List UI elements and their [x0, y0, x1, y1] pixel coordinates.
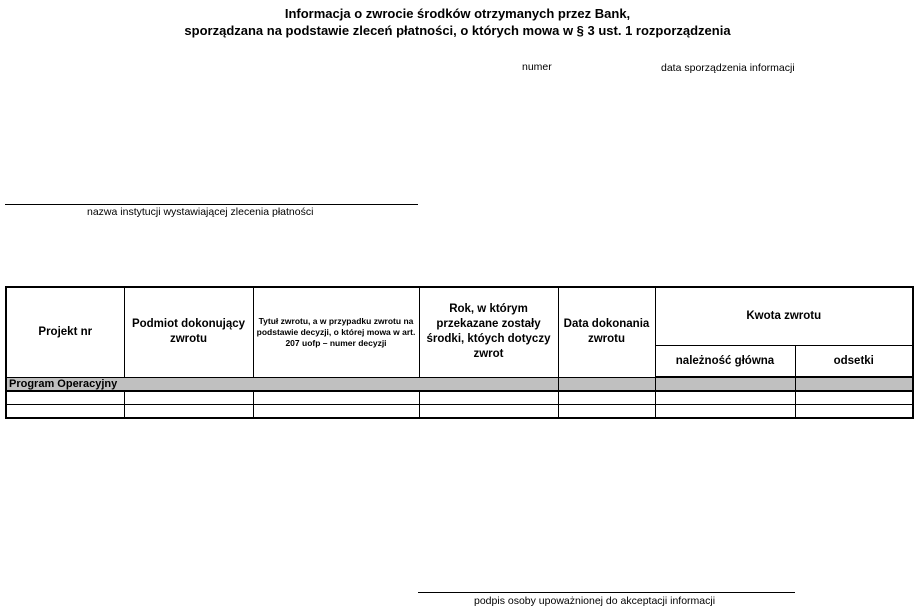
header-podmiot: Podmiot dokonujący zwrotu	[124, 287, 253, 377]
header-naleznosc-glowna: należność główna	[655, 346, 795, 378]
header-tytul-zwrotu: Tytuł zwrotu, a w przypadku zwrotu na podstawie decyzji, o której mowa w art. 207 uofp – numer decyzji	[253, 287, 419, 377]
table-cell[interactable]	[6, 405, 124, 419]
section-cell	[558, 377, 655, 391]
header-rok: Rok, w którym przekazane zostały środki, któych dotyczy zwrot	[419, 287, 558, 377]
section-cell	[655, 377, 795, 391]
section-cell	[795, 377, 913, 391]
section-row-program	[6, 377, 913, 391]
table-cell[interactable]	[124, 405, 253, 419]
table-cell[interactable]	[655, 391, 795, 405]
table-row	[6, 391, 913, 405]
table-row	[6, 405, 913, 419]
table-cell[interactable]	[253, 391, 419, 405]
institution-name-line	[5, 204, 418, 205]
table-cell[interactable]	[253, 405, 419, 419]
data-sporzadzenia-label: data sporządzenia informacji	[661, 62, 795, 74]
table-cell[interactable]	[795, 391, 913, 405]
refund-table	[5, 286, 914, 419]
table-cell[interactable]	[558, 391, 655, 405]
section-label: Program Operacyjny	[6, 377, 558, 391]
numer-label: numer	[522, 61, 552, 73]
header-data-dokonania: Data dokonania zwrotu	[558, 287, 655, 377]
header-projekt-nr: Projekt nr	[6, 287, 124, 377]
table-cell[interactable]	[419, 405, 558, 419]
title-line-2: sporządzana na podstawie zleceń płatności, o których mowa w § 3 ust. 1 rozporządzenia	[184, 23, 731, 38]
table-cell[interactable]	[795, 405, 913, 419]
header-odsetki: odsetki	[795, 346, 913, 378]
document-title	[0, 5, 915, 39]
signature-label: podpis osoby upoważnionej do akceptacji informacji	[474, 595, 716, 607]
table-cell[interactable]	[124, 391, 253, 405]
institution-name-label: nazwa instytucji wystawiającej zlecenia płatności	[87, 206, 314, 218]
table-cell[interactable]	[6, 391, 124, 405]
signature-line	[418, 592, 795, 593]
table-cell[interactable]	[655, 405, 795, 419]
table-cell[interactable]	[419, 391, 558, 405]
title-line-1: Informacja o zwrocie środków otrzymanych przez Bank,	[284, 6, 631, 21]
table-cell[interactable]	[558, 405, 655, 419]
header-kwota-zwrotu: Kwota zwrotu	[655, 287, 913, 346]
